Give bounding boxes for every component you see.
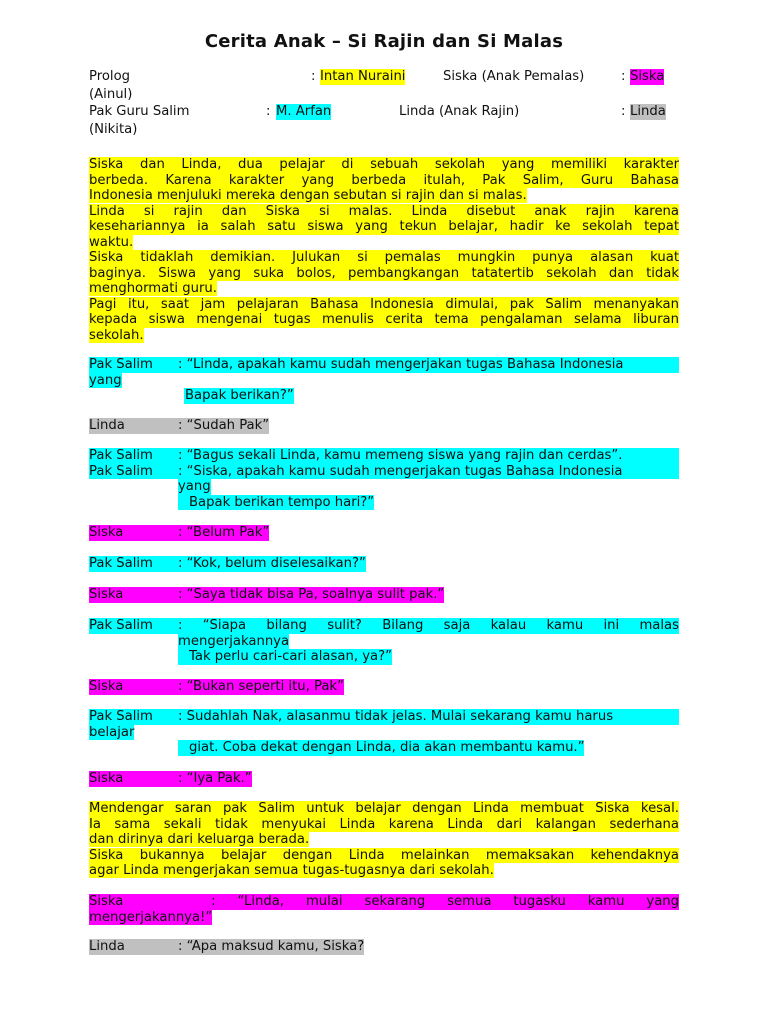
prologue-line: sekolah. [89, 327, 144, 343]
dialogue-siska-1 [89, 525, 679, 541]
prologue-line: Siska tidaklah demikian. Julukan si pemalas mungkin punya alasan kuat [89, 250, 679, 265]
speaker-name: Pak Salim [89, 463, 153, 479]
dialogue-text: : Sudahlah Nak, alasanmu tidak jelas. Mulai sekarang kamu harus [178, 709, 614, 724]
cast-salim-colon: : [266, 104, 271, 119]
cast-siska-actor: Siska [630, 69, 665, 84]
dialogue-text: belajar [89, 724, 135, 740]
speaker-name: Pak Salim [89, 709, 153, 724]
speaker-name: Pak Salim [89, 556, 178, 572]
dialogue-pak-salim-5 [89, 709, 679, 756]
cast-prolog-actor: Intan Nuraini [320, 69, 406, 84]
dialogue-text: Bapak berikan?” [185, 388, 294, 403]
speaker-name: Siska [89, 771, 178, 787]
dialogue-linda-1 [89, 418, 679, 434]
cast-siska-actor-wrap: (Ainul) [89, 87, 133, 102]
cast-prolog-colon: : [311, 69, 316, 84]
dialogue-text: : “Linda, apakah kamu sudah mengerjakan tugas Bahasa Indonesia [178, 357, 624, 372]
dialogue-pak-salim-3 [89, 556, 679, 572]
cast-salim-label: Pak Guru Salim [89, 104, 190, 119]
cast-linda-actor: Linda [630, 104, 666, 119]
cast-linda-actor-wrap: (Nikita) [89, 122, 138, 137]
prologue-line: Linda si rajin dan Siska si malas. Linda disebut anak rajin karena [89, 203, 679, 219]
dialogue-siska-2 [89, 587, 679, 603]
prologue-line: kesehariannya ia salah satu siswa yang tekun belajar, hadir ke sekolah tepat [89, 219, 679, 234]
narration-line: agar Linda mengerjakan semua tugas-tugasnya dari sekolah. [89, 863, 494, 878]
dialogue-text: : “Iya Pak.” [178, 771, 252, 786]
narration-line: Ia sama sekali tidak menyukai Linda karena Linda dari kalangan sederhana [89, 816, 679, 832]
dialogue-text: : “Kok, belum diselesaikan?” [178, 556, 366, 571]
narration-paragraph [89, 801, 679, 879]
document-title: Cerita Anak – Si Rajin dan Si Malas [204, 31, 564, 52]
prologue-line: Siska dan Linda, dua pelajar di sebuah sekolah yang memiliki karakter [89, 157, 679, 172]
speaker-name: Linda [89, 939, 178, 955]
narration-line: dan dirinya dari keluarga berada. [89, 832, 310, 847]
cast-prolog-label: Prolog [89, 69, 131, 84]
dialogue-text: Tak perlu cari-cari alasan, ya?” [178, 649, 392, 665]
prologue-line: kepada siswa mengenai tugas menulis cerita tema pengalaman selama liburan [89, 312, 679, 327]
cast-linda-colon: : [621, 104, 626, 119]
dialogue-text: Bapak berikan tempo hari?” [178, 495, 374, 511]
dialogue-text-wrap: mengerjakannya!” [89, 909, 213, 925]
narration-line: Siska bukannya belajar dengan Linda melainkan memaksakan kehendaknya [89, 847, 679, 863]
prologue-line: waktu. [89, 234, 134, 250]
cast-siska-role: Siska (Anak Pemalas) [443, 69, 585, 84]
dialogue-siska-4 [89, 771, 679, 787]
dialogue-pak-salim-1 [89, 357, 679, 404]
dialogue-text: yang [89, 372, 122, 388]
prologue-line: Pagi itu, saat jam pelajaran Bahasa Indonesia dimulai, pak Salim menanyakan [89, 296, 679, 312]
speaker-name: Siska [89, 525, 178, 541]
dialogue-text: : “Siska, apakah kamu sudah mengerjakan tugas Bahasa Indonesia [178, 463, 623, 479]
prologue-line: Indonesia menjuluki mereka dengan sebutan si rajin dan si malas. [89, 188, 527, 203]
narration-line: Mendengar saran pak Salim untuk belajar dengan Linda membuat Siska kesal. [89, 801, 679, 816]
dialogue-text: : “Apa maksud kamu, Siska? [178, 939, 365, 954]
dialogue-linda-2 [89, 939, 679, 955]
dialogue-text: : “Sudah Pak” [178, 418, 270, 433]
dialogue-text: : “Siapa bilang sulit? Bilang saja kalau kamu ini malas [178, 618, 679, 633]
dialogue-text: : “Bagus sekali Linda, kamu memeng siswa yang rajin dan cerdas”. [178, 448, 623, 463]
speaker-name: Linda [89, 418, 178, 434]
cast-salim-actor: M. Arfan [276, 104, 332, 119]
speaker-name: Pak Salim [89, 357, 153, 372]
prologue-line: berbeda. Karena karakter yang berbeda itulah, Pak Salim, Guru Bahasa [89, 172, 679, 188]
cast-linda-role: Linda (Anak Rajin) [399, 104, 520, 119]
dialogue-siska-3 [89, 679, 679, 695]
dialogue-pak-salim-4 [89, 618, 679, 665]
dialogue-siska-5 [89, 894, 679, 925]
speaker-name: Pak Salim [89, 618, 153, 633]
cast-siska-colon: : [621, 69, 626, 84]
prologue-paragraph [89, 157, 679, 343]
dialogue-text: : “Belum Pak” [178, 525, 270, 540]
dialogue-text: Siska : “Linda, mulai sekarang semua tugasku kamu yang [89, 894, 679, 909]
prologue-line: menghormati guru. [89, 281, 217, 296]
dialogue-text: giat. Coba dekat dengan Linda, dia akan membantu kamu.” [178, 740, 584, 756]
dialogue-text: : “Bukan seperti itu, Pak” [178, 679, 344, 694]
speaker-name: Siska [89, 587, 178, 603]
speaker-name: Siska [89, 679, 178, 695]
dialogue-text: yang [178, 479, 211, 494]
dialogue-pak-salim-2 [89, 448, 679, 510]
prologue-line: baginya. Siswa yang suka bolos, pembangkangan tatatertib sekolah dan tidak [89, 265, 679, 281]
speaker-name: Pak Salim [89, 448, 153, 463]
dialogue-text: : “Saya tidak bisa Pa, soalnya sulit pak.” [178, 587, 445, 602]
dialogue-text: mengerjakannya [178, 633, 290, 649]
